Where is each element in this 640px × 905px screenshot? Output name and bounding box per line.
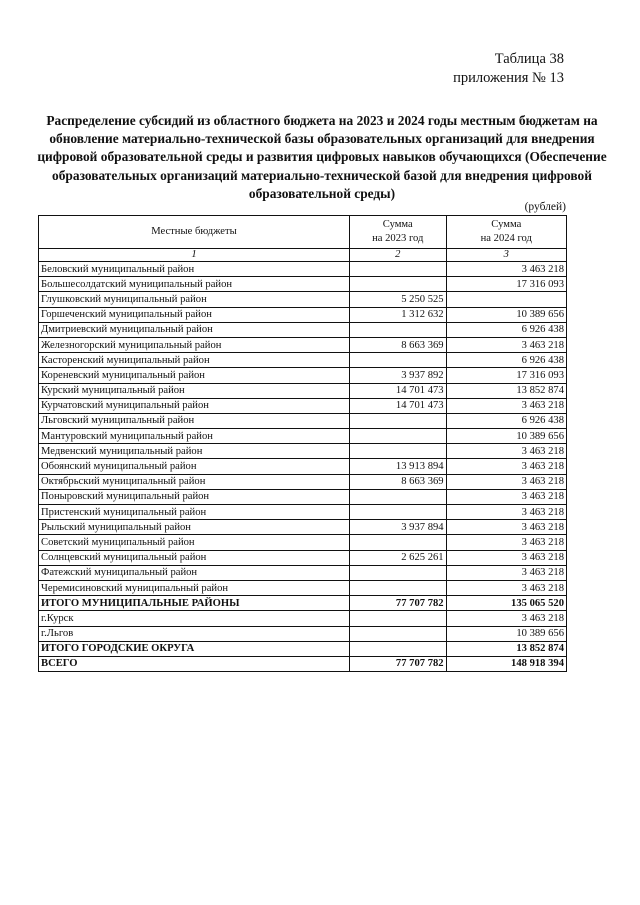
table-row bbox=[39, 535, 567, 550]
budget-name-cell: Горшеченский муниципальный район bbox=[39, 307, 350, 322]
sum-2023-cell bbox=[349, 277, 446, 292]
sum-2024-cell: 10 389 656 bbox=[446, 307, 566, 322]
table-row bbox=[39, 277, 567, 292]
budget-name-cell: ВСЕГО bbox=[39, 656, 350, 671]
table-row bbox=[39, 413, 567, 428]
budget-name-cell: Мантуровский муниципальный район bbox=[39, 429, 350, 444]
subsidies-table bbox=[38, 215, 567, 672]
sum-2024-cell: 6 926 438 bbox=[446, 322, 566, 337]
sum-2024-cell: 3 463 218 bbox=[446, 398, 566, 413]
budget-name-cell: Касторенский муниципальный район bbox=[39, 353, 350, 368]
sum-2024-cell: 3 463 218 bbox=[446, 505, 566, 520]
budget-name-cell: Черемисиновский муниципальный район bbox=[39, 580, 350, 595]
sum-2024-cell: 3 463 218 bbox=[446, 565, 566, 580]
sum-2023-cell: 8 663 369 bbox=[349, 337, 446, 352]
budget-name-cell: ИТОГО ГОРОДСКИЕ ОКРУГА bbox=[39, 641, 350, 656]
table-body bbox=[39, 262, 567, 672]
table-row bbox=[39, 565, 567, 580]
budget-name-cell: г.Льгов bbox=[39, 626, 350, 641]
budget-name-cell: Дмитриевский муниципальный район bbox=[39, 322, 350, 337]
sum-2023-cell: 14 701 473 bbox=[349, 383, 446, 398]
table-row bbox=[39, 307, 567, 322]
table-row bbox=[39, 337, 567, 352]
sum-2023-cell: 5 250 525 bbox=[349, 292, 446, 307]
sum-2023-cell bbox=[349, 444, 446, 459]
budget-name-cell: Советский муниципальный район bbox=[39, 535, 350, 550]
table-row bbox=[39, 489, 567, 504]
header-sum-2024-line1: Сумма bbox=[491, 219, 522, 230]
header-local-budgets: Местные бюджеты bbox=[39, 216, 350, 249]
table-row bbox=[39, 292, 567, 307]
budget-name-cell: Пристенский муниципальный район bbox=[39, 505, 350, 520]
table-row bbox=[39, 474, 567, 489]
sum-2023-cell bbox=[349, 489, 446, 504]
budget-name-cell: ИТОГО МУНИЦИПАЛЬНЫЕ РАЙОНЫ bbox=[39, 596, 350, 611]
sum-2023-cell: 77 707 782 bbox=[349, 596, 446, 611]
budget-name-cell: Беловский муниципальный район bbox=[39, 262, 350, 277]
table-row bbox=[39, 368, 567, 383]
sum-2024-cell: 135 065 520 bbox=[446, 596, 566, 611]
sum-2024-cell: 13 852 874 bbox=[446, 383, 566, 398]
table-row bbox=[39, 353, 567, 368]
header-sum-2024-line2: на 2024 год bbox=[480, 233, 532, 244]
table-row bbox=[39, 580, 567, 595]
budget-name-cell: Медвенский муниципальный район bbox=[39, 444, 350, 459]
table-row bbox=[39, 398, 567, 413]
sum-2024-cell: 148 918 394 bbox=[446, 656, 566, 671]
units-label: (рублей) bbox=[524, 201, 566, 213]
sum-2024-cell: 17 316 093 bbox=[446, 277, 566, 292]
table-row bbox=[39, 505, 567, 520]
document-title: Распределение субсидий из областного бюджета на 2023 и 2024 годы местным бюджетам на обновление материально-технической базы образовательных организаций для внедрения цифровой образовательной среды и развития цифровых навыков обучающихся (Обеспечение образовательных организаций материально-технической базой для внедрения цифровой образовательной среды) bbox=[37, 113, 607, 201]
table-total-row bbox=[39, 656, 567, 671]
sum-2023-cell bbox=[349, 626, 446, 641]
table-row bbox=[39, 550, 567, 565]
budget-name-cell: Кореневский муниципальный район bbox=[39, 368, 350, 383]
table-row bbox=[39, 444, 567, 459]
sum-2024-cell: 13 852 874 bbox=[446, 641, 566, 656]
sum-2024-cell: 3 463 218 bbox=[446, 459, 566, 474]
caption-table-number: Таблица 38 bbox=[494, 51, 564, 67]
budget-name-cell: Фатежский муниципальный район bbox=[39, 565, 350, 580]
sum-2023-cell bbox=[349, 413, 446, 428]
sum-2023-cell bbox=[349, 505, 446, 520]
table-caption bbox=[453, 50, 564, 88]
table-row bbox=[39, 520, 567, 535]
sum-2023-cell bbox=[349, 262, 446, 277]
sum-2023-cell: 3 937 892 bbox=[349, 368, 446, 383]
column-index-3: 3 bbox=[446, 249, 566, 262]
budget-name-cell: Большесолдатский муниципальный район bbox=[39, 277, 350, 292]
budget-name-cell: Рыльский муниципальный район bbox=[39, 520, 350, 535]
budget-name-cell: Поныровский муниципальный район bbox=[39, 489, 350, 504]
sum-2023-cell: 14 701 473 bbox=[349, 398, 446, 413]
sum-2023-cell bbox=[349, 353, 446, 368]
sum-2023-cell: 2 625 261 bbox=[349, 550, 446, 565]
sum-2023-cell: 1 312 632 bbox=[349, 307, 446, 322]
sum-2024-cell: 17 316 093 bbox=[446, 368, 566, 383]
sum-2024-cell: 3 463 218 bbox=[446, 550, 566, 565]
sum-2023-cell bbox=[349, 429, 446, 444]
sum-2023-cell: 3 937 894 bbox=[349, 520, 446, 535]
table-row bbox=[39, 429, 567, 444]
sum-2024-cell: 3 463 218 bbox=[446, 262, 566, 277]
column-index-2: 2 bbox=[349, 249, 446, 262]
budget-name-cell: Курский муниципальный район bbox=[39, 383, 350, 398]
table-row bbox=[39, 626, 567, 641]
table-total-row bbox=[39, 641, 567, 656]
sum-2024-cell: 6 926 438 bbox=[446, 353, 566, 368]
sum-2024-cell: 3 463 218 bbox=[446, 611, 566, 626]
sum-2023-cell bbox=[349, 322, 446, 337]
sum-2024-cell: 3 463 218 bbox=[446, 520, 566, 535]
budget-name-cell: Льговский муниципальный район bbox=[39, 413, 350, 428]
sum-2024-cell: 10 389 656 bbox=[446, 626, 566, 641]
table-row bbox=[39, 459, 567, 474]
header-sum-2023 bbox=[349, 216, 446, 249]
budget-name-cell: Железногорский муниципальный район bbox=[39, 337, 350, 352]
sum-2024-cell: 3 463 218 bbox=[446, 474, 566, 489]
budget-name-cell: г.Курск bbox=[39, 611, 350, 626]
budget-name-cell: Глушковский муниципальный район bbox=[39, 292, 350, 307]
table-row bbox=[39, 611, 567, 626]
sum-2023-cell bbox=[349, 641, 446, 656]
sum-2024-cell bbox=[446, 292, 566, 307]
column-index-1: 1 bbox=[39, 249, 350, 262]
sum-2023-cell: 13 913 894 bbox=[349, 459, 446, 474]
sum-2023-cell: 77 707 782 bbox=[349, 656, 446, 671]
sum-2024-cell: 3 463 218 bbox=[446, 444, 566, 459]
sum-2023-cell bbox=[349, 535, 446, 550]
table-row bbox=[39, 262, 567, 277]
sum-2024-cell: 3 463 218 bbox=[446, 489, 566, 504]
budget-name-cell: Солнцевский муниципальный район bbox=[39, 550, 350, 565]
budget-name-cell: Обоянский муниципальный район bbox=[39, 459, 350, 474]
sum-2024-cell: 3 463 218 bbox=[446, 337, 566, 352]
budget-name-cell: Октябрьский муниципальный район bbox=[39, 474, 350, 489]
table-row bbox=[39, 383, 567, 398]
sum-2023-cell bbox=[349, 611, 446, 626]
sum-2024-cell: 6 926 438 bbox=[446, 413, 566, 428]
sum-2023-cell bbox=[349, 580, 446, 595]
header-sum-2024 bbox=[446, 216, 566, 249]
table-total-row bbox=[39, 596, 567, 611]
caption-appendix-number: приложения № 13 bbox=[453, 70, 564, 86]
table-header-row bbox=[39, 216, 567, 249]
sum-2024-cell: 3 463 218 bbox=[446, 580, 566, 595]
sum-2024-cell: 3 463 218 bbox=[446, 535, 566, 550]
table-row bbox=[39, 322, 567, 337]
sum-2024-cell: 10 389 656 bbox=[446, 429, 566, 444]
budget-name-cell: Курчатовский муниципальный район bbox=[39, 398, 350, 413]
sum-2023-cell bbox=[349, 565, 446, 580]
header-sum-2023-line2: на 2023 год bbox=[372, 233, 424, 244]
header-sum-2023-line1: Сумма bbox=[382, 219, 413, 230]
sum-2023-cell: 8 663 369 bbox=[349, 474, 446, 489]
column-index-row bbox=[39, 249, 567, 262]
